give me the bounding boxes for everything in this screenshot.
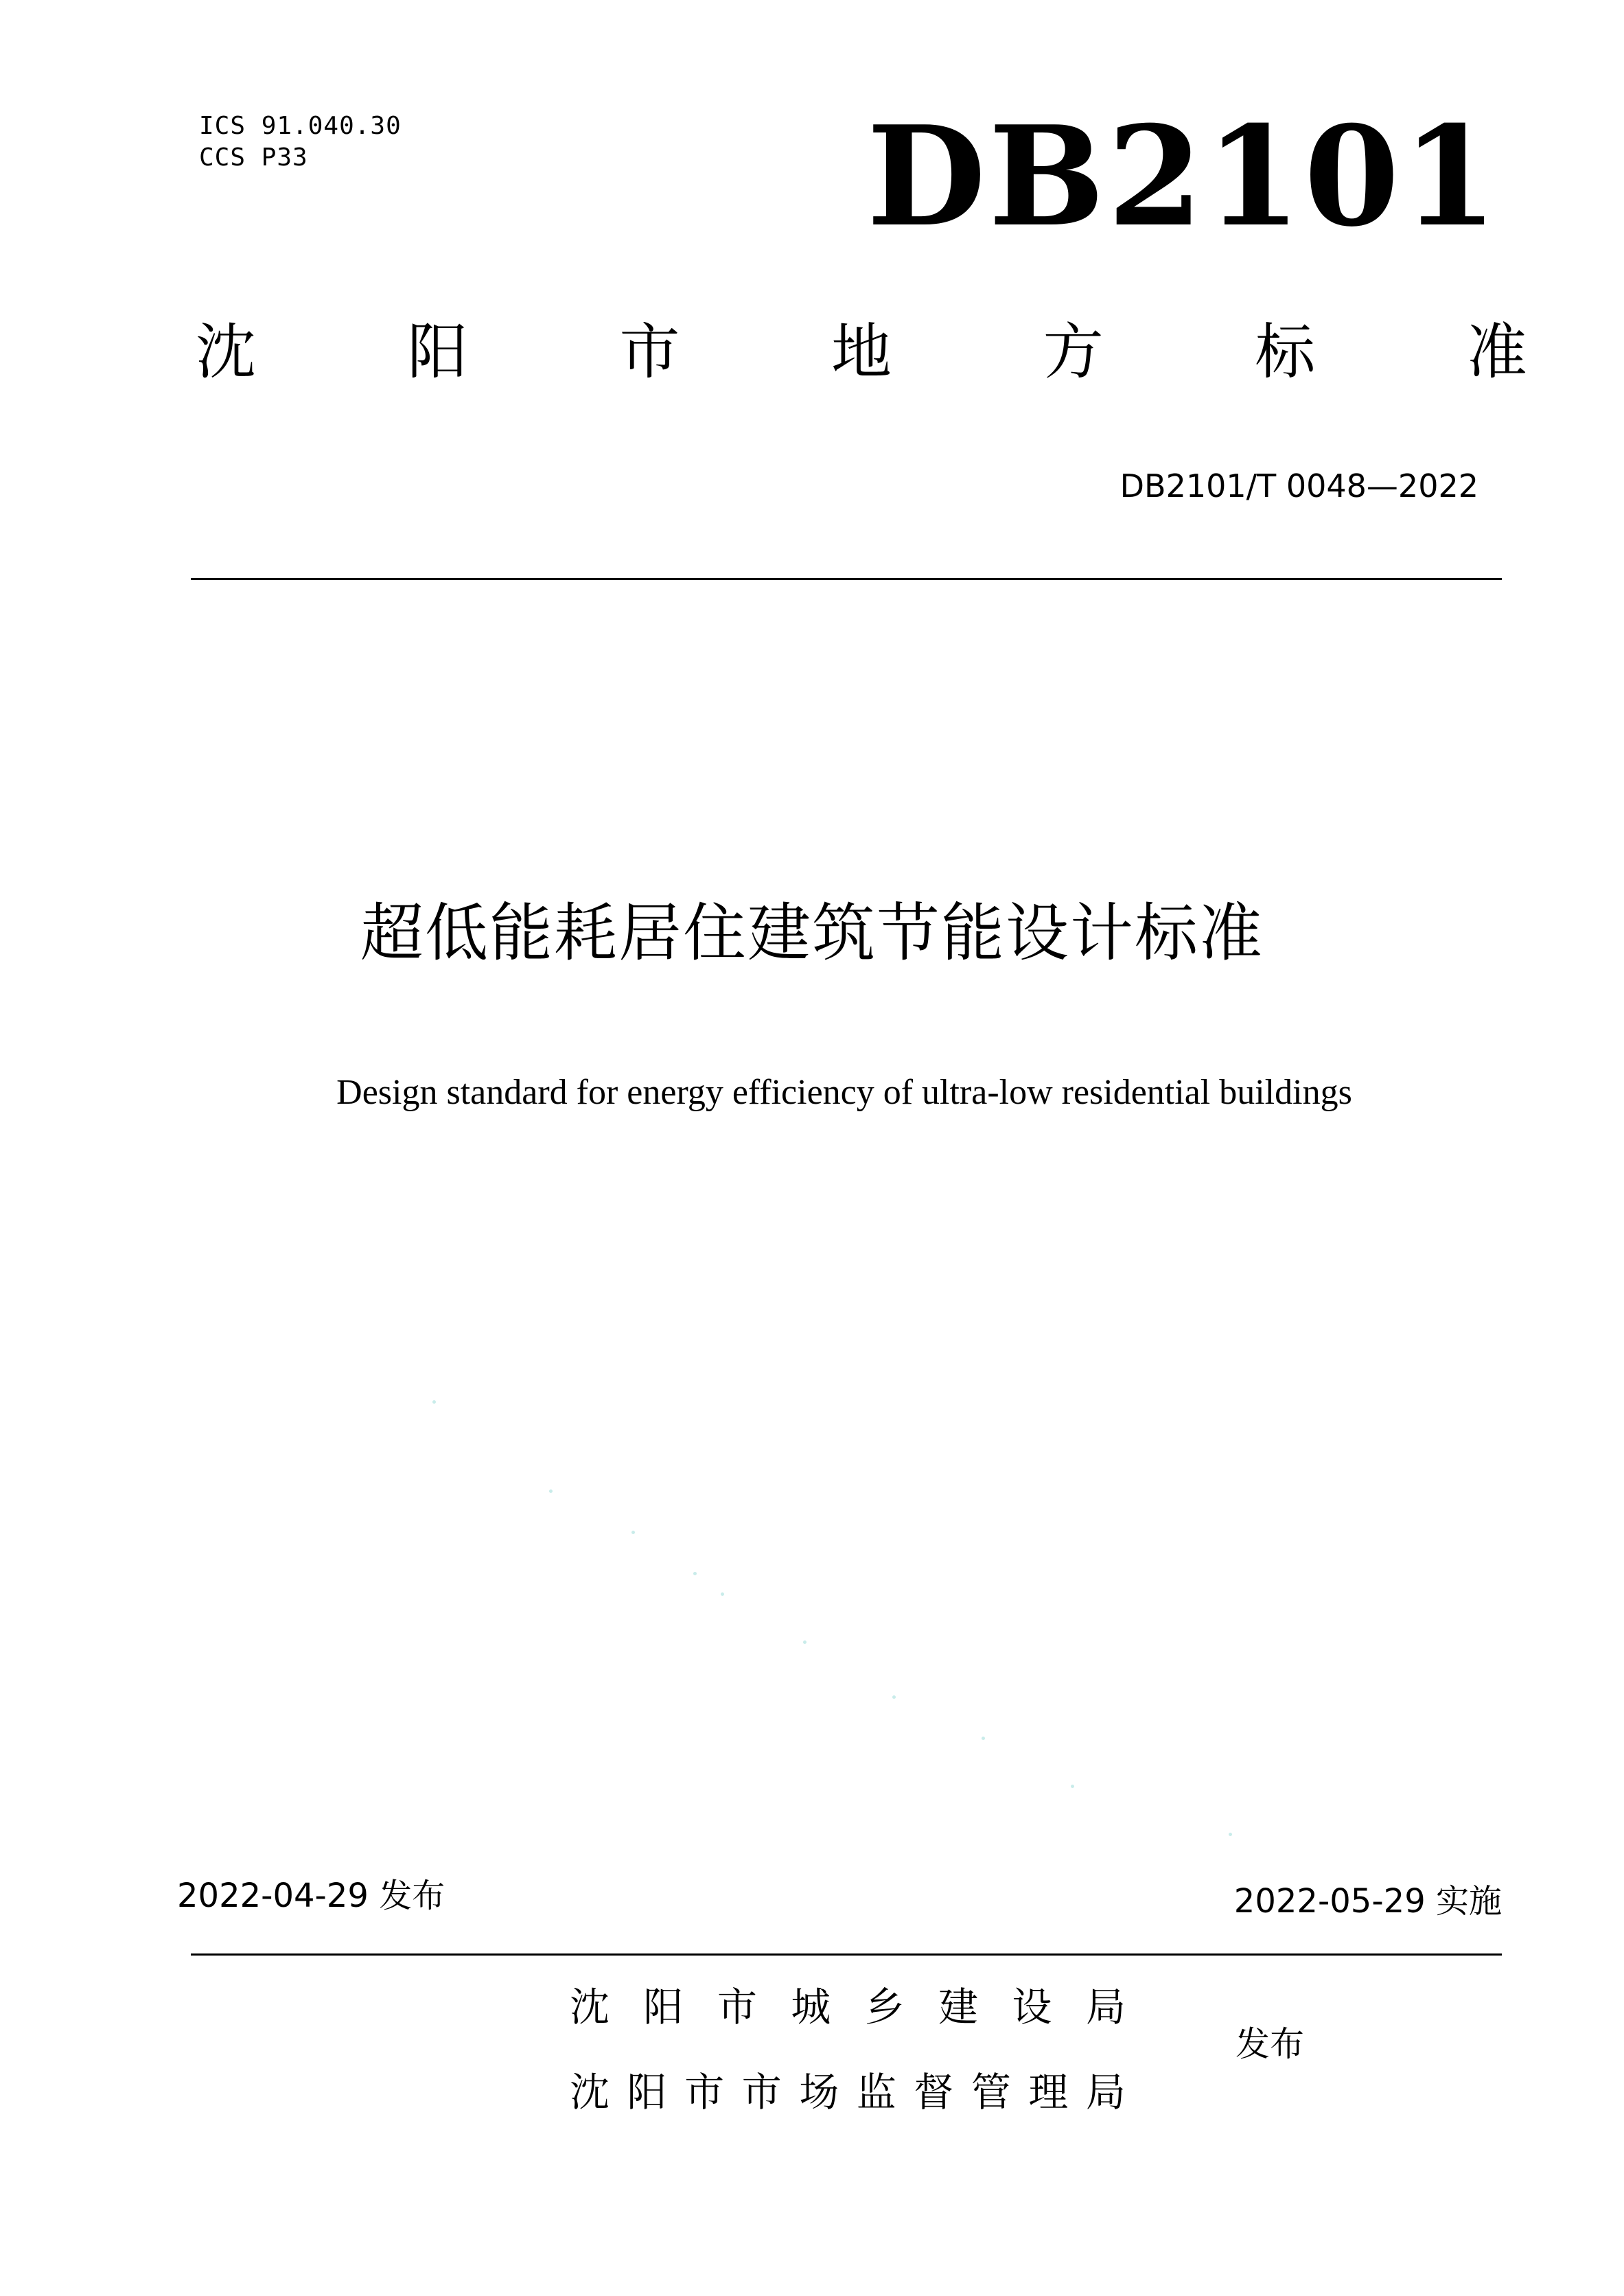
ccs-code: CCS P33 — [199, 143, 308, 172]
top-divider — [191, 578, 1502, 580]
issuer-char: 管 — [971, 2069, 1011, 2115]
issuer-char: 督 — [914, 2069, 954, 2115]
issuer-char: 沈 — [570, 2069, 610, 2115]
issuer-char: 监 — [856, 2069, 896, 2115]
standard-number: DB2101/T 0048—2022 — [1120, 467, 1478, 505]
issuer-char: 建 — [938, 1984, 979, 2030]
standard-type-char: 标 — [1255, 316, 1316, 387]
standard-type-char: 市 — [619, 316, 680, 387]
issuer-char: 局 — [1085, 2069, 1126, 2115]
standard-type-char: 沈 — [196, 316, 257, 387]
issuer-char: 阳 — [643, 1984, 684, 2030]
issuer-char: 局 — [1085, 1984, 1126, 2030]
standard-type-heading — [196, 314, 1527, 390]
issuer-urban-rural-bureau — [570, 1980, 1126, 2034]
issuer-char: 理 — [1028, 2069, 1069, 2115]
title-chinese: 超低能耗居住建筑节能设计标准 — [360, 896, 1264, 970]
issuer-char: 设 — [1012, 1984, 1052, 2030]
issuer-market-regulation-bureau — [570, 2065, 1126, 2120]
standard-logo: DB2101 — [866, 96, 1500, 257]
implement-date: 2022-05-29 实施 — [1233, 1882, 1502, 1921]
bottom-divider — [191, 1953, 1502, 1956]
issuer-char: 市 — [741, 2069, 782, 2115]
issuer-char: 阳 — [627, 2069, 667, 2115]
title-english: Design standard for energy efficiency of ultra-low residential buildings — [336, 1073, 1352, 1112]
issuer-char: 乡 — [864, 1984, 905, 2030]
issuer-char: 市 — [684, 2069, 725, 2115]
ics-code: ICS 91.040.30 — [199, 112, 402, 140]
standard-type-char: 阳 — [407, 316, 468, 387]
issuer-char: 城 — [791, 1984, 831, 2030]
standard-type-char: 地 — [831, 316, 892, 387]
issuer-char: 场 — [799, 2069, 839, 2115]
issuer-char: 市 — [717, 1984, 757, 2030]
issue-label: 发布 — [1236, 2024, 1304, 2064]
issuer-char: 沈 — [570, 1984, 610, 2030]
standard-type-char: 准 — [1466, 316, 1527, 387]
standard-type-char: 方 — [1043, 316, 1104, 387]
publish-date: 2022-04-29 发布 — [177, 1877, 445, 1915]
